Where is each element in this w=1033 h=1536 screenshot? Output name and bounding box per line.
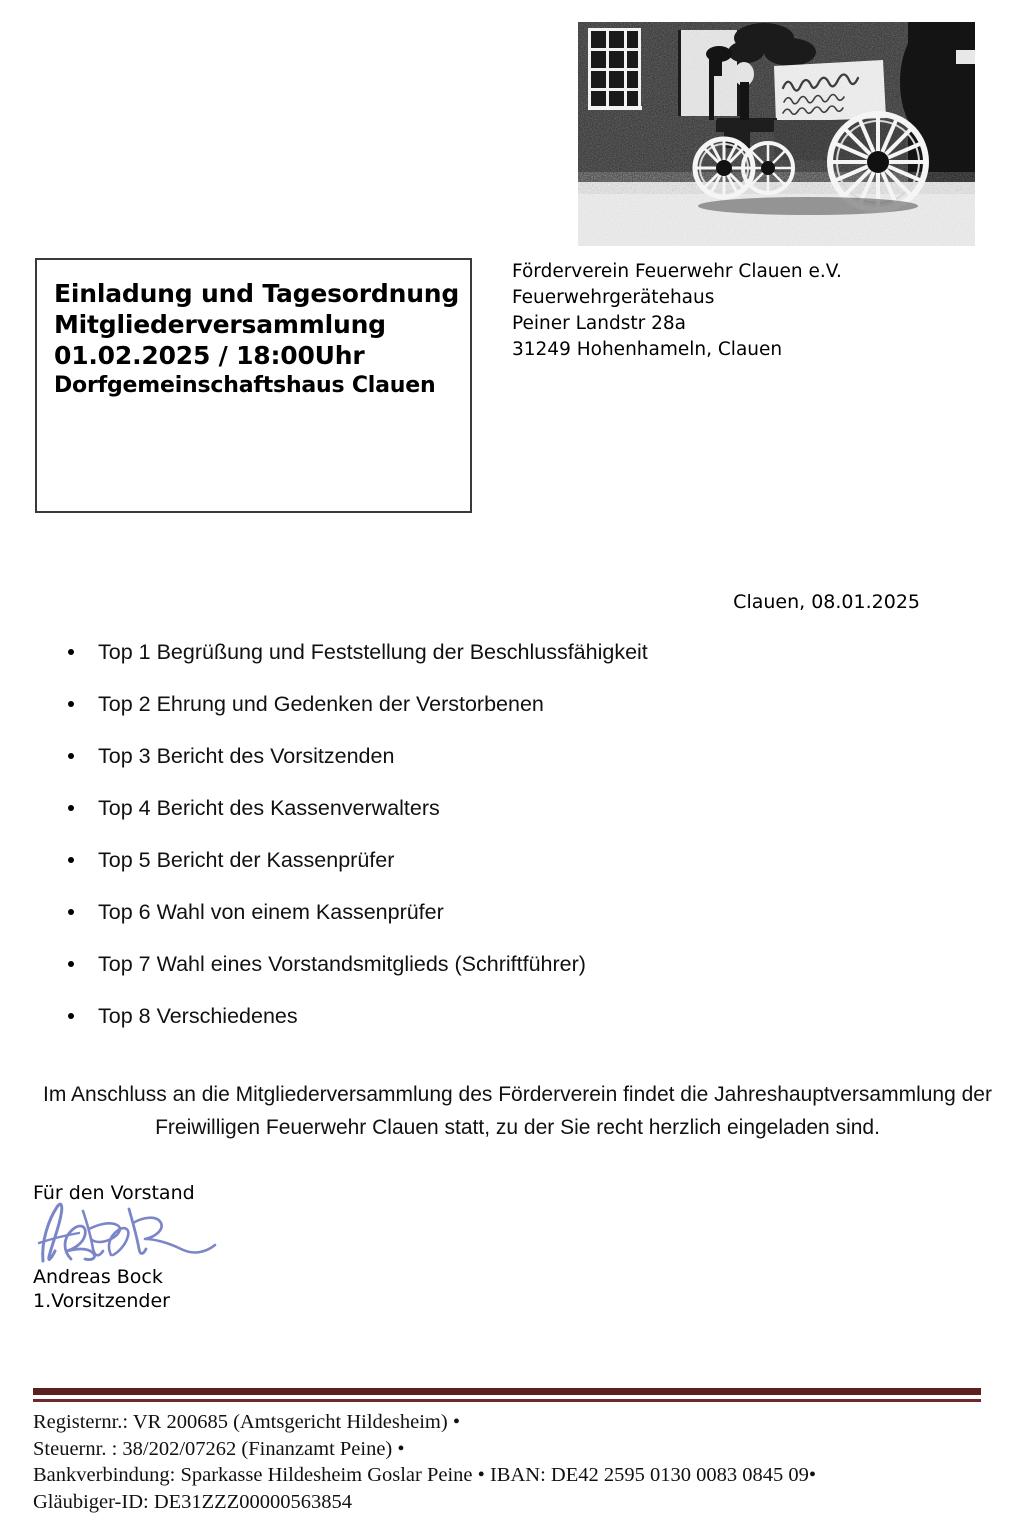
title-line-2: Mitgliederversammlung bbox=[54, 310, 386, 339]
footer-creditor-id: Gläubiger-ID: DE31ZZZ00000563854 bbox=[33, 1490, 352, 1513]
list-item bbox=[62, 742, 962, 794]
bullet-icon bbox=[68, 649, 74, 655]
footer-register-number: Registernr.: VR 200685 (Amtsgericht Hildesheim) • bbox=[33, 1411, 460, 1433]
signature-block bbox=[33, 1181, 363, 1311]
closing-paragraph: Im Anschluss an die Mitgliederversammlung des Förderverein findet die Jahreshauptversammlung der Freiwilligen Feuerwehr Clauen statt, zu der Sie recht herzlich eingeladen sind. bbox=[43, 1083, 992, 1139]
bullet-icon bbox=[68, 805, 74, 811]
footer-divider-thick-bar bbox=[33, 1388, 981, 1395]
title-line-4: Dorfgemeinschaftshaus Clauen bbox=[54, 373, 436, 398]
bullet-icon bbox=[68, 753, 74, 759]
bullet-icon bbox=[68, 909, 74, 915]
footer-divider-thin-line bbox=[33, 1399, 981, 1402]
agenda-item-label: Top 1 Begrüßung und Feststellung der Beschlussfähigkeit bbox=[98, 640, 648, 664]
address-line-organisation: Förderverein Feuerwehr Clauen e.V. bbox=[512, 261, 842, 282]
agenda-item-label: Top 6 Wahl von einem Kassenprüfer bbox=[98, 900, 444, 924]
address-line-street: Peiner Landstr 28a bbox=[512, 313, 686, 334]
signatory-role: 1.Vorsitzender bbox=[33, 1290, 170, 1312]
bullet-icon bbox=[68, 961, 74, 967]
agenda-item-label: Top 4 Bericht des Kassenverwalters bbox=[98, 796, 440, 820]
bullet-icon bbox=[68, 857, 74, 863]
footer-divider bbox=[33, 1388, 981, 1402]
bullet-icon bbox=[68, 1013, 74, 1019]
footer-legal-info bbox=[33, 1409, 993, 1515]
footer-tax-number: Steuernr. : 38/202/07262 (Finanzamt Peine) • bbox=[33, 1437, 405, 1460]
agenda-item-label: Top 5 Bericht der Kassenprüfer bbox=[98, 848, 395, 872]
title-line-3: 01.02.2025 / 18:00Uhr bbox=[54, 341, 365, 370]
list-item bbox=[62, 846, 962, 898]
title-line-1: Einladung und Tagesordnung bbox=[54, 279, 460, 308]
fire-pump-wagon-photo bbox=[578, 22, 975, 246]
agenda-item-label: Top 7 Wahl eines Vorstandsmitglieds (Schriftführer) bbox=[98, 952, 586, 976]
agenda-list bbox=[62, 638, 962, 1054]
invitation-title-box bbox=[35, 258, 472, 513]
list-item bbox=[62, 690, 962, 742]
bullet-icon bbox=[68, 701, 74, 707]
list-item bbox=[62, 794, 962, 846]
place-and-date: Clauen, 08.01.2025 bbox=[733, 591, 920, 613]
list-item bbox=[62, 638, 962, 690]
agenda-item-label: Top 8 Verschiedenes bbox=[98, 1004, 298, 1028]
agenda-item-label: Top 2 Ehrung und Gedenken der Verstorbenen bbox=[98, 692, 544, 716]
sender-address bbox=[512, 259, 842, 363]
footer-bank-details: Bankverbindung: Sparkasse Hildesheim Goslar Peine • IBAN: DE42 2595 0130 0083 0845 09• bbox=[33, 1464, 817, 1486]
address-line-city: 31249 Hohenhameln, Clauen bbox=[512, 339, 783, 360]
signature-label: Für den Vorstand bbox=[33, 1182, 195, 1204]
list-item bbox=[62, 898, 962, 950]
list-item bbox=[62, 1002, 962, 1054]
list-item bbox=[62, 950, 962, 1002]
address-line-building: Feuerwehrgerätehaus bbox=[512, 287, 715, 308]
signatory-name: Andreas Bock bbox=[33, 1266, 163, 1288]
agenda-item-label: Top 3 Bericht des Vorsitzenden bbox=[98, 744, 395, 768]
